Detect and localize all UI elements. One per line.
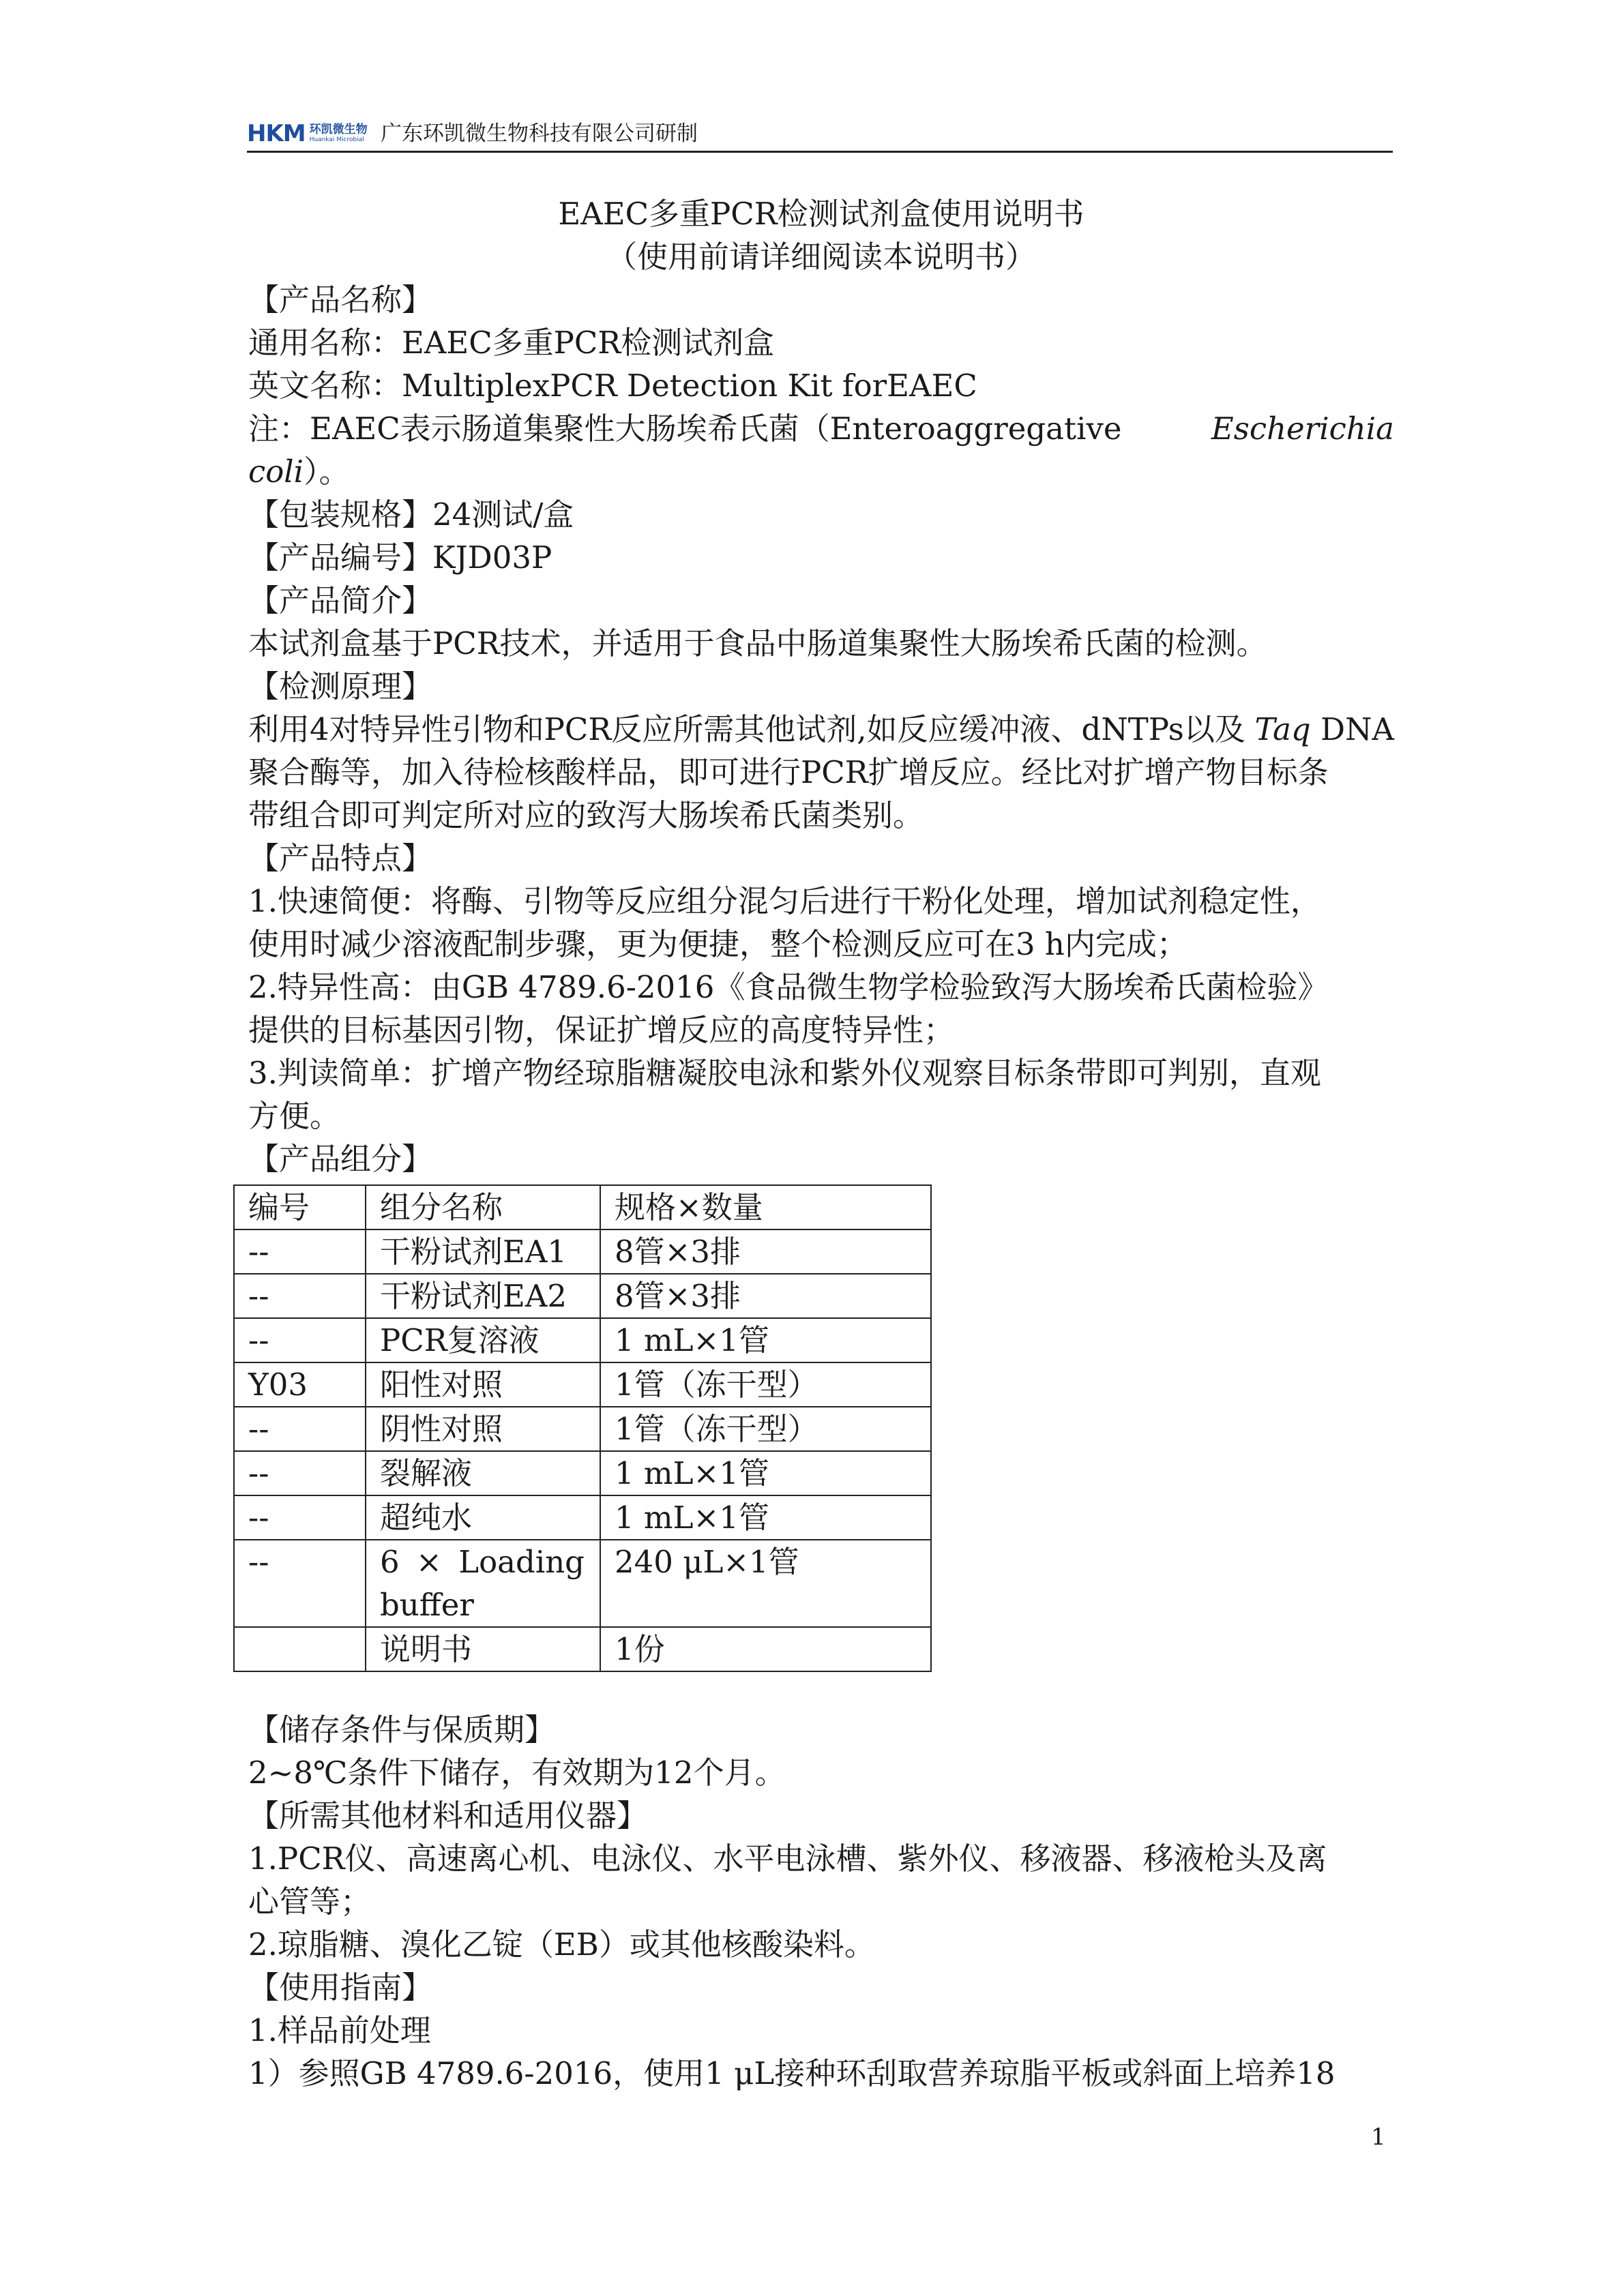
table-cell: Y03 xyxy=(234,1362,366,1407)
material-2: 2.琼脂糖、溴化乙锭（EB）或其他核酸染料。 xyxy=(248,1926,875,1963)
package-spec: 【包装规格】24测试/盒 xyxy=(248,496,574,533)
section-heading-storage: 【储存条件与保质期】 xyxy=(248,1712,556,1748)
english-name: 英文名称：MultiplexPCR Detection Kit forEAEC xyxy=(248,368,977,404)
table-cell: -- xyxy=(234,1407,366,1451)
table-header-row xyxy=(234,1185,931,1229)
section-heading-components: 【产品组分】 xyxy=(248,1141,433,1177)
product-code: 【产品编号】KJD03P xyxy=(248,539,552,576)
table-cell: 裂解液 xyxy=(366,1451,600,1495)
table-row xyxy=(234,1451,931,1495)
table-cell: 超纯水 xyxy=(366,1495,600,1540)
table-row xyxy=(234,1627,931,1671)
loading-name-part: × xyxy=(416,1544,442,1580)
principle-dna: DNA xyxy=(1320,711,1394,747)
section-heading-principle: 【检测原理】 xyxy=(248,668,433,704)
table-cell: -- xyxy=(234,1451,366,1495)
doc-subtitle: （使用前请详细阅读本说明书） xyxy=(606,239,1036,275)
table-cell: 240 μL×1管 xyxy=(600,1540,931,1627)
feature-3-line-2: 方便。 xyxy=(248,1098,341,1134)
section-heading-intro: 【产品简介】 xyxy=(248,582,433,618)
table-cell: -- xyxy=(234,1318,366,1362)
table-cell: 1 mL×1管 xyxy=(600,1318,931,1362)
principle-line-2: 聚合酶等，加入待检核酸样品，即可进行PCR扩增反应。经比对扩增产物目标条 xyxy=(248,754,1329,790)
table-cell: 1管（冻干型） xyxy=(600,1362,931,1407)
table-row xyxy=(234,1362,931,1407)
note-line xyxy=(248,407,1394,450)
table-row xyxy=(234,1318,931,1362)
guide-step-1: 1.样品前处理 xyxy=(248,2012,431,2048)
note-genus: Escherichia xyxy=(1211,411,1394,447)
principle-text-a: 利用4对特异性引物和PCR反应所需其他试剂,如反应缓冲液、dNTPs以及 xyxy=(248,711,1245,747)
table-cell: -- xyxy=(234,1274,366,1318)
table-cell: 阳性对照 xyxy=(366,1362,600,1407)
table-cell: 8管×3排 xyxy=(600,1274,931,1318)
section-heading-materials: 【所需其他材料和适用仪器】 xyxy=(248,1798,648,1834)
note-line-2 xyxy=(248,450,1394,493)
section-heading-guide: 【使用指南】 xyxy=(248,1969,433,2006)
table-cell: 阴性对照 xyxy=(366,1407,600,1451)
principle-taq: Taq xyxy=(1254,711,1311,747)
table-cell: 1 mL×1管 xyxy=(600,1495,931,1540)
table-cell: 干粉试剂EA1 xyxy=(366,1229,600,1274)
storage-text: 2~8℃条件下储存，有效期为12个月。 xyxy=(248,1755,786,1791)
logo-cn: 环凯微生物 xyxy=(309,123,368,136)
table-row xyxy=(234,1229,931,1274)
table-cell: -- xyxy=(234,1495,366,1540)
table-cell: 1份 xyxy=(600,1627,931,1671)
note-species: coli xyxy=(248,453,304,490)
table-header-cell: 组分名称 xyxy=(366,1185,600,1229)
material-1-line-1: 1.PCR仪、高速离心机、电泳仪、水平电泳槽、紫外仪、移液器、移液枪头及离 xyxy=(248,1840,1327,1877)
intro-text: 本试剂盒基于PCR技术，并适用于食品中肠道集聚性大肠埃希氏菌的检测。 xyxy=(248,625,1267,661)
feature-1-line-1: 1.快速简便：将酶、引物等反应组分混匀后进行干粉化处理，增加试剂稳定性， xyxy=(248,883,1321,919)
page-header xyxy=(247,115,1393,153)
company-name: 广东环凯微生物科技有限公司研制 xyxy=(381,121,698,146)
logo-mark: HKM xyxy=(247,120,306,147)
table-cell: -- xyxy=(234,1229,366,1274)
loading-name-part: Loading xyxy=(458,1544,585,1580)
table-row xyxy=(234,1407,931,1451)
table-cell-loading-name xyxy=(366,1540,600,1627)
feature-3-line-1: 3.判读简单：扩增产物经琼脂糖凝胶电泳和紫外仪观察目标条带即可判别，直观 xyxy=(248,1055,1321,1091)
table-row-loading-buffer xyxy=(234,1540,931,1627)
table-row xyxy=(234,1274,931,1318)
table-row xyxy=(234,1495,931,1540)
note-end: ）。 xyxy=(304,453,350,490)
document-body-lower xyxy=(248,1708,1394,2095)
table-header-cell: 编号 xyxy=(234,1185,366,1229)
principle-line-3: 带组合即可判定所对应的致泻大肠埃希氏菌类别。 xyxy=(248,797,924,833)
table-cell: 1 mL×1管 xyxy=(600,1451,931,1495)
table-header-cell: 规格×数量 xyxy=(600,1185,931,1229)
loading-name-part: 6 xyxy=(380,1544,400,1580)
table-cell: 干粉试剂EA2 xyxy=(366,1274,600,1318)
guide-step-1-1: 1）参照GB 4789.6-2016，使用1 μL接种环刮取营养琼脂平板或斜面上培养18 xyxy=(248,2055,1335,2091)
table-cell: 1管（冻干型） xyxy=(600,1407,931,1451)
table-cell: 8管×3排 xyxy=(600,1229,931,1274)
table-cell: -- xyxy=(234,1540,366,1627)
company-logo xyxy=(247,120,368,147)
loading-name-part: buffer xyxy=(380,1587,474,1623)
doc-title: EAEC多重PCR检测试剂盒使用说明书 xyxy=(558,196,1084,232)
common-name: 通用名称：EAEC多重PCR检测试剂盒 xyxy=(248,325,775,361)
material-1-line-2: 心管等； xyxy=(248,1883,372,1920)
logo-en: Huankai Microbial xyxy=(309,136,364,143)
header-divider xyxy=(247,151,1393,153)
page-number: 1 xyxy=(1371,2123,1386,2151)
table-cell xyxy=(234,1627,366,1671)
table-cell: PCR复溶液 xyxy=(366,1318,600,1362)
principle-line-1 xyxy=(248,708,1394,751)
table-cell: 说明书 xyxy=(366,1627,600,1671)
document-body xyxy=(248,192,1394,1180)
section-heading-features: 【产品特点】 xyxy=(248,840,433,876)
feature-1-line-2: 使用时减少溶液配制步骤，更为便捷，整个检测反应可在3 h内完成； xyxy=(248,926,1187,962)
feature-2-line-2: 提供的目标基因引物，保证扩增反应的高度特异性； xyxy=(248,1012,955,1048)
components-table xyxy=(233,1184,932,1672)
feature-2-line-1: 2.特异性高：由GB 4789.6-2016《食品微生物学检验致泻大肠埃希氏菌检验》 xyxy=(248,969,1329,1005)
section-heading-product-name: 【产品名称】 xyxy=(248,282,433,318)
note-text: 注：EAEC表示肠道集聚性大肠埃希氏菌（Enteroaggregative xyxy=(248,411,1122,447)
